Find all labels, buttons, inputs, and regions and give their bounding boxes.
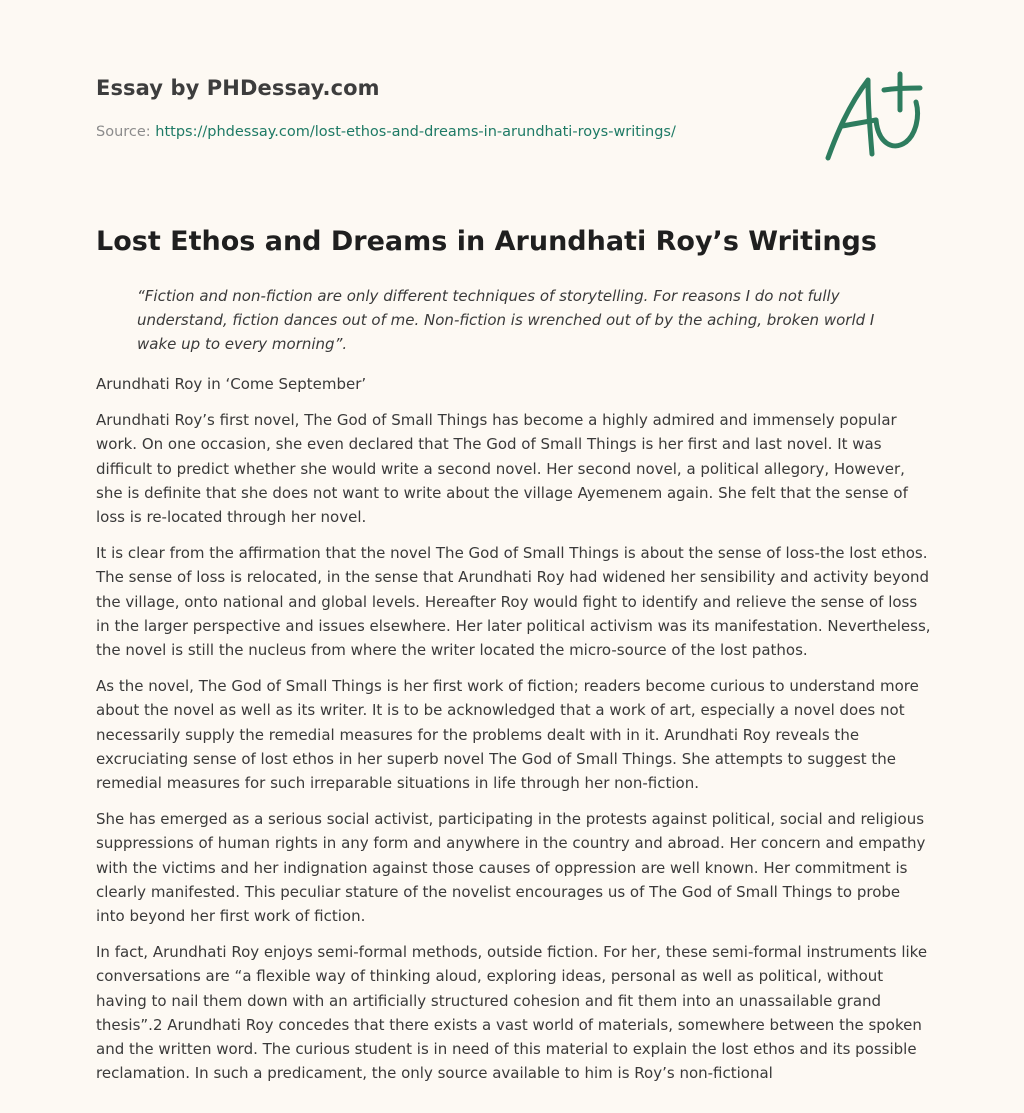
paragraph: Arundhati Roy’s first novel, The God of Small Things has become a highly admired and immensely popular work. On one occasion, she even declared that The God of Small Things is her first and last novel. It was difficult to predict whether she would write a second novel. Her second novel, a political allegory, However, she is definite that she does not want to write about the village Ayemenem again. She felt that the sense of loss is re-located through her novel. [96, 411, 908, 527]
essay-brand: Essay by PHDessay.com [96, 76, 380, 100]
paragraph: As the novel, The God of Small Things is her first work of fiction; readers become curious to understand more about the novel as well as its writer. It is to be acknowledged that a work of art, especially a novel does not necessarily supply the remedial measures for the problems dealt with in it. Arundhati Roy reveals the excruciating sense of lost ethos in her superb novel The God of Small Things. She attempts to suggest the remedial measures for such irreparable situations in life through her non-fiction. [96, 677, 919, 793]
paragraph: She has emerged as a serious social activist, participating in the protests against political, social and religious suppressions of human rights in any form and anywhere in the country and abroad. Her concern and empathy with the victims and her indignation against those causes of oppression are well known. Her commitment is clearly manifested. This peculiar stature of the novelist encourages us of The God of Small Things to probe into beyond her first work of fiction. [96, 810, 926, 926]
paragraph: It is clear from the affirmation that the novel The God of Small Things is about the sense of loss-the lost ethos. The sense of loss is relocated, in the sense that Arundhati Roy had widened her sensibility and activity beyond the village, onto national and global levels. Hereafter Roy would fight to identify and relieve the sense of loss in the larger perspective and issues elsewhere. Her later political activism was its manifestation. Nevertheless, the novel is still the nucleus from where the writer located the micro-source of the lost pathos. [96, 544, 931, 660]
opening-quote: “Fiction and non-fiction are only different techniques of storytelling. For reasons I do not fully understand, fiction dances out of me. Non-fiction is wrenched out of by the aching, broken world I wake up to every morning”. [137, 287, 875, 353]
quote-attribution: Arundhati Roy in ‘Come September’ [96, 375, 367, 393]
source-line [96, 124, 676, 140]
source-label: Source: [96, 124, 156, 140]
article-title: Lost Ethos and Dreams in Arundhati Roy’s Writings [96, 226, 877, 257]
a-plus-logo-icon [820, 66, 930, 166]
source-link[interactable]: https://phdessay.com/lost-ethos-and-dreams-in-arundhati-roys-writings/ [155, 124, 676, 140]
article-body [96, 372, 932, 1097]
paragraph: In fact, Arundhati Roy enjoys semi-formal methods, outside fiction. For her, these semi-formal instruments like conversations are “a flexible way of thinking aloud, exploring ideas, personal as well as political, without having to nail them down with an artificially structured cohesion and fit them into an unassailable grand thesis”.2 Arundhati Roy concedes that there exists a vast world of materials, somewhere between the spoken and the written word. The curious student is in need of this material to explain the lost ethos and its possible reclamation. In such a predicament, the only source available to him is Roy’s non-fictional [96, 943, 928, 1083]
